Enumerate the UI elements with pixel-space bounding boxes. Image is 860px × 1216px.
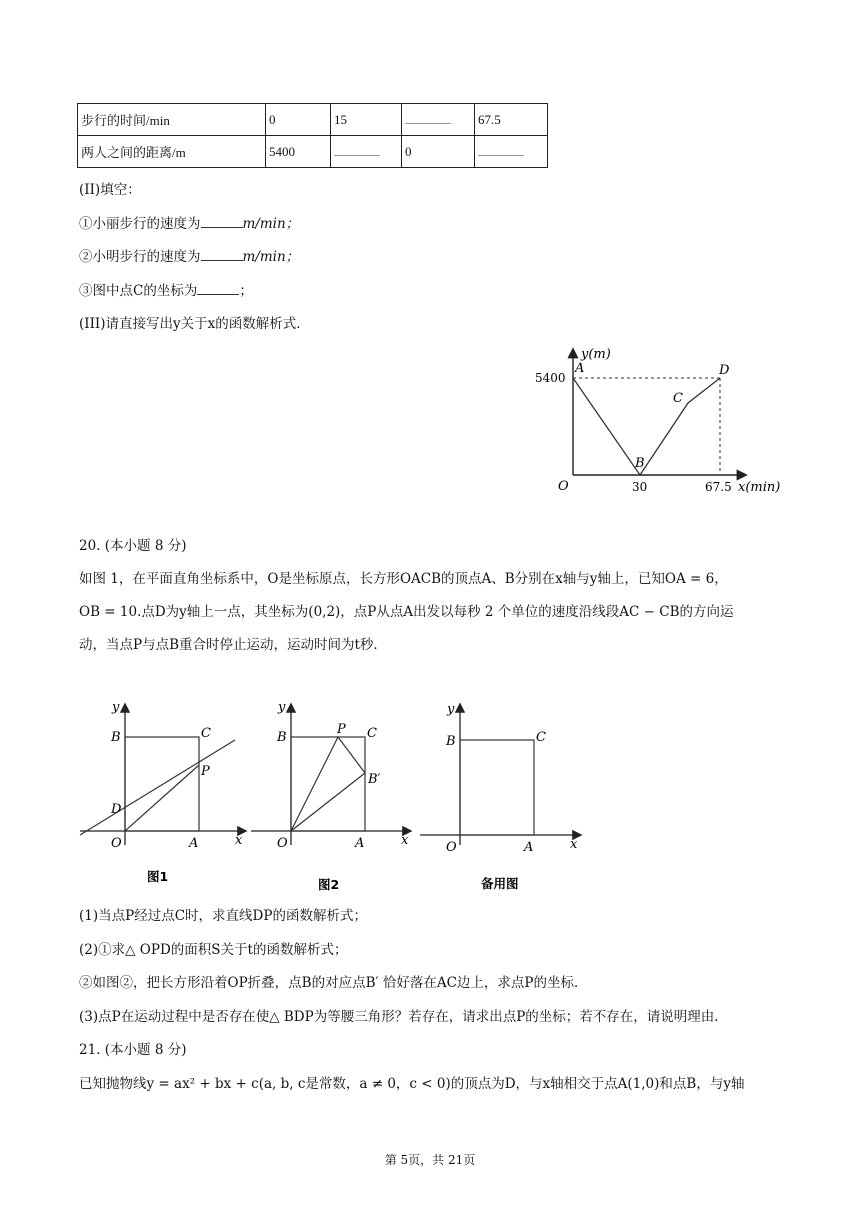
q21-text-line1: 已知抛物线y = ax² + bx + c(a, b, c是常数，a ≠ 0，c < 0)的顶点为D，与x轴相交于点A(1,0)和点B，与y轴: [79, 1076, 745, 1092]
part2-heading: (II)填空：: [79, 182, 141, 198]
graph-polyline: [573, 378, 720, 475]
q20-text-line2: OB = 10.点D为y轴上一点，其坐标为(0,2)，点P从点A出发以每秒 2 个单位的速度沿线段AC − CB的方向运: [79, 604, 734, 620]
label-x: x: [235, 833, 243, 848]
figure-1: [80, 700, 245, 884]
answer-blank: [478, 143, 524, 156]
part3-text: (III)请直接写出y关于x的函数解析式．: [79, 316, 310, 332]
q20-sub1: (1)当点P经过点C时，求直线DP的函数解析式；: [79, 908, 367, 924]
figure-caption: 备用图: [481, 876, 519, 891]
figure-caption: 图2: [318, 877, 340, 892]
label-x: x: [570, 837, 578, 852]
label-d: D: [111, 802, 122, 817]
q20-text-line1: 如图 1，在平面直角坐标系中，O是坐标原点，长方形OACB的顶点A、B分别在x轴与y轴上，已知OA = 6，: [79, 571, 728, 587]
label-b-prime: B′: [368, 772, 381, 787]
label-b: B: [446, 734, 456, 749]
label-b: B: [111, 730, 121, 745]
figure-2: [251, 700, 410, 892]
q20-sub2a: (2)①求△ OPD的面积S关于t的函数解析式；: [79, 942, 348, 958]
point-label-d: D: [719, 363, 730, 378]
y-axis-label: y(m): [581, 347, 611, 362]
rectangle-oacb: [291, 737, 365, 831]
table-cell: 0: [402, 136, 475, 168]
distance-time-graph: [525, 340, 795, 500]
table-cell: 67.5: [475, 104, 548, 136]
origin-label: O: [558, 479, 569, 494]
q21-title: 21. (本小题 8 分): [79, 1042, 187, 1058]
label-p: P: [337, 722, 346, 737]
table-cell: 步行的时间/min: [78, 104, 266, 136]
answer-blank: [197, 282, 239, 295]
part2-q2: ②小明步行的速度为 m/min；: [79, 249, 300, 265]
table-cell-blank: [402, 104, 475, 136]
figure-caption: 图1: [147, 869, 169, 884]
answer-blank: [201, 215, 243, 228]
q20-sub2b: ②如图②，把长方形沿着OP折叠，点B的对应点B′ 恰好落在AC边上，求点P的坐标．: [79, 975, 588, 991]
label-c: C: [367, 726, 377, 741]
label-a: A: [189, 836, 199, 851]
table-cell: 0: [266, 104, 331, 136]
table-cell-blank: [331, 136, 402, 168]
point-label-c: C: [673, 391, 683, 406]
point-label-a: A: [575, 361, 585, 376]
label-o: O: [277, 836, 288, 851]
q20-figures: [75, 695, 595, 895]
label-x: x: [401, 833, 409, 848]
part2-q3: ③图中点C的坐标为 ；: [79, 283, 253, 299]
answer-blank: [334, 143, 380, 156]
y-tick-label: 5400: [535, 371, 566, 385]
label-y: y: [278, 700, 286, 715]
point-label-b: B: [635, 456, 645, 471]
label-y: y: [447, 702, 455, 717]
label-b: B: [277, 730, 287, 745]
q20-title: 20. (本小题 8 分): [79, 538, 187, 554]
answer-blank: [405, 111, 451, 124]
table-cell-blank: [475, 136, 548, 168]
x-tick-label: 30: [632, 480, 648, 494]
label-p: P: [201, 764, 210, 779]
folded-triangle: [291, 737, 365, 831]
page-footer: 第 5页，共 21页: [384, 1153, 476, 1167]
segment-op: [125, 765, 199, 831]
label-c: C: [201, 726, 211, 741]
x-tick-label: 67.5: [705, 480, 732, 494]
table-cell: 5400: [266, 136, 331, 168]
rectangle-oacb: [460, 740, 534, 835]
label-y: y: [112, 700, 120, 715]
part2-q1: ①小丽步行的速度为 m/min；: [79, 216, 300, 232]
label-c: C: [536, 730, 546, 745]
x-axis-label: x(min): [738, 480, 781, 495]
label-o: O: [111, 836, 122, 851]
rectangle-oacb: [125, 737, 199, 831]
q20-sub3: (3)点P在运动过程中是否存在使△ BDP为等腰三角形？若存在，请求出点P的坐标；若不存在，请说明理由．: [79, 1009, 728, 1025]
label-a: A: [355, 836, 365, 851]
q20-text-line3: 动，当点P与点B重合时停止运动，运动时间为t秒．: [79, 637, 387, 653]
figure-spare: [420, 702, 580, 891]
table-row: [78, 104, 548, 136]
answer-blank: [201, 248, 243, 261]
label-o: O: [446, 840, 457, 855]
table-row: [78, 136, 548, 168]
table-cell: 15: [331, 104, 402, 136]
label-a: A: [524, 840, 534, 855]
line-dp: [80, 740, 235, 835]
data-table: [77, 103, 548, 168]
table-cell: 两人之间的距离/m: [78, 136, 266, 168]
